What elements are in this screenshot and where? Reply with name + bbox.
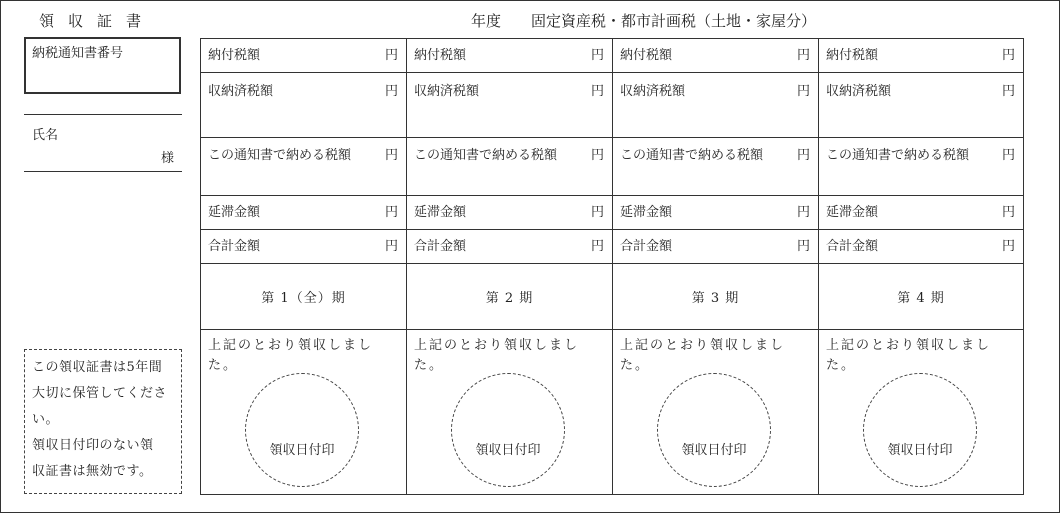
yen-unit: 円 <box>384 84 398 99</box>
date-stamp-label: 領収日付印 <box>887 443 953 458</box>
amount-cell <box>407 39 613 73</box>
date-stamp-circle <box>451 373 565 487</box>
divider-line <box>24 114 182 115</box>
yen-unit: 円 <box>796 148 810 163</box>
date-stamp-label: 領収日付印 <box>681 443 747 458</box>
paid-label: 収納済税額 <box>826 84 892 99</box>
name-underline <box>24 171 182 172</box>
paid-cell <box>407 73 613 138</box>
total-cell <box>613 230 819 264</box>
table-row-stamps <box>201 330 1024 495</box>
date-stamp-label: 領収日付印 <box>269 443 335 458</box>
this-notice-cell <box>201 138 407 196</box>
table-row-paid <box>201 73 1024 138</box>
note-line: 収証書は無効です。 <box>32 464 153 479</box>
total-cell <box>201 230 407 264</box>
delay-label: 延滞金額 <box>414 205 467 220</box>
yen-unit: 円 <box>590 205 604 220</box>
note-line: 領収日付印のない領 <box>32 438 154 453</box>
total-label: 合計金額 <box>414 239 467 254</box>
date-stamp-label: 領収日付印 <box>475 443 541 458</box>
date-stamp-circle <box>863 373 977 487</box>
received-statement: 上記のとおり領収しました。 <box>208 338 374 373</box>
amount-cell <box>613 39 819 73</box>
stamp-cell <box>407 330 613 495</box>
yen-unit: 円 <box>1001 205 1015 220</box>
yen-unit: 円 <box>384 239 398 254</box>
this-notice-cell <box>613 138 819 196</box>
notice-number-label: 納税通知書番号 <box>32 46 124 61</box>
yen-unit: 円 <box>590 239 604 254</box>
yen-unit: 円 <box>384 205 398 220</box>
date-stamp-circle <box>657 373 771 487</box>
note-line: い。 <box>32 412 60 427</box>
paid-label: 収納済税額 <box>208 84 274 99</box>
paid-cell <box>613 73 819 138</box>
amount-label: 納付税額 <box>620 48 673 63</box>
this-notice-cell <box>407 138 613 196</box>
total-label: 合計金額 <box>826 239 879 254</box>
yen-unit: 円 <box>1001 148 1015 163</box>
received-statement: 上記のとおり領収しました。 <box>620 338 786 373</box>
amount-label: 納付税額 <box>414 48 467 63</box>
received-statement: 上記のとおり領収しました。 <box>414 338 580 373</box>
delay-label: 延滞金額 <box>620 205 673 220</box>
note-line: この領収証書は5年間 <box>32 360 163 375</box>
this-notice-cell <box>819 138 1024 196</box>
notice-number-box <box>24 37 181 94</box>
note-line: 大切に保管してくださ <box>32 386 168 401</box>
table-row-this-notice <box>201 138 1024 196</box>
delay-label: 延滞金額 <box>826 205 879 220</box>
delay-cell <box>819 196 1024 230</box>
total-label: 合計金額 <box>620 239 673 254</box>
table-row-delay <box>201 196 1024 230</box>
total-cell <box>819 230 1024 264</box>
yen-unit: 円 <box>384 48 398 63</box>
amount-cell <box>819 39 1024 73</box>
yen-unit: 円 <box>590 48 604 63</box>
period-label: 第 4 期 <box>819 264 1024 330</box>
table-row-amount <box>201 39 1024 73</box>
yen-unit: 円 <box>796 239 810 254</box>
this-notice-label: この通知書で納める税額 <box>208 148 352 163</box>
yen-unit: 円 <box>590 148 604 163</box>
this-notice-label: この通知書で納める税額 <box>620 148 764 163</box>
yen-unit: 円 <box>796 205 810 220</box>
receipt-table <box>200 38 1024 495</box>
period-label: 第 1（全）期 <box>201 264 407 330</box>
stamp-cell <box>613 330 819 495</box>
header-title: 年度 固定資産税・都市計画税（土地・家屋分） <box>471 12 817 30</box>
received-statement: 上記のとおり領収しました。 <box>826 338 992 373</box>
stamp-cell <box>201 330 407 495</box>
delay-label: 延滞金額 <box>208 205 261 220</box>
yen-unit: 円 <box>384 148 398 163</box>
retention-note-box <box>24 349 182 494</box>
stamp-cell <box>819 330 1024 495</box>
yen-unit: 円 <box>590 84 604 99</box>
period-label: 第 3 期 <box>613 264 819 330</box>
yen-unit: 円 <box>796 48 810 63</box>
paid-label: 収納済税額 <box>620 84 686 99</box>
amount-label: 納付税額 <box>826 48 879 63</box>
document-title: 領収証書 <box>39 12 156 30</box>
amount-cell <box>201 39 407 73</box>
delay-cell <box>407 196 613 230</box>
paid-cell <box>201 73 407 138</box>
date-stamp-circle <box>245 373 359 487</box>
table-row-periods <box>201 264 1024 330</box>
yen-unit: 円 <box>796 84 810 99</box>
paid-cell <box>819 73 1024 138</box>
total-label: 合計金額 <box>208 239 261 254</box>
delay-cell <box>201 196 407 230</box>
this-notice-label: この通知書で納める税額 <box>414 148 558 163</box>
amount-label: 納付税額 <box>208 48 261 63</box>
yen-unit: 円 <box>1001 239 1015 254</box>
yen-unit: 円 <box>1001 84 1015 99</box>
paid-label: 収納済税額 <box>414 84 480 99</box>
delay-cell <box>613 196 819 230</box>
name-label: 氏名 <box>32 128 59 143</box>
name-suffix: 様 <box>161 151 175 166</box>
this-notice-label: この通知書で納める税額 <box>826 148 970 163</box>
yen-unit: 円 <box>1001 48 1015 63</box>
period-label: 第 2 期 <box>407 264 613 330</box>
table-row-total <box>201 230 1024 264</box>
total-cell <box>407 230 613 264</box>
